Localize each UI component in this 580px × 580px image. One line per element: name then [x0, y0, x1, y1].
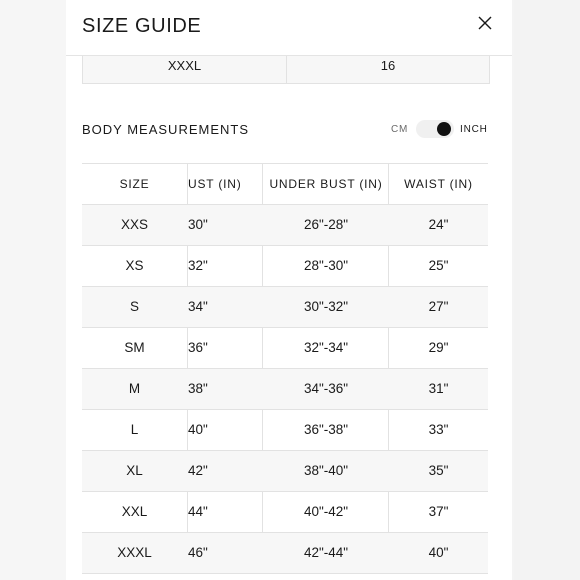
table-cell-under-bust: 30"-32": [303, 299, 349, 314]
table-cell-bust: 40": [188, 422, 208, 437]
column-header-size: SIZE: [119, 177, 150, 191]
column-header-bust: UST (IN): [188, 177, 242, 191]
table-cell-size: SM: [124, 340, 145, 355]
table-cell-bust: 30": [188, 217, 208, 232]
table-cell-value: 16: [380, 58, 396, 73]
table-header-row: [82, 164, 488, 205]
unit-label-inch[interactable]: INCH: [460, 124, 488, 135]
body-measurements-table: [82, 163, 488, 574]
table-cell-bust: 36": [188, 340, 208, 355]
table-row: [82, 492, 488, 533]
column-header-under-bust: UNDER BUST (IN): [269, 177, 383, 191]
background-right: [514, 0, 580, 580]
table-cell-bust: 46": [188, 545, 208, 560]
table-cell-under-bust: 42"-44": [303, 545, 349, 560]
unit-label-cm[interactable]: CM: [391, 124, 409, 135]
size-guide-panel: [66, 0, 512, 580]
table-row: [82, 328, 488, 369]
table-cell-under-bust: 40"-42": [303, 504, 349, 519]
table-row: [82, 533, 488, 574]
switch-knob: [437, 122, 451, 136]
table-cell-size: XXS: [120, 217, 148, 232]
unit-toggle: [391, 118, 491, 140]
table-row: [82, 451, 488, 492]
table-cell-size: S: [129, 299, 139, 314]
page-title: SIZE GUIDE: [82, 15, 202, 37]
table-row: [82, 205, 488, 246]
close-button[interactable]: [474, 12, 496, 34]
table-cell-waist: 25": [428, 258, 449, 273]
table-cell-size: XXXL: [167, 58, 202, 73]
table-cell-waist: 35": [428, 463, 449, 478]
previous-table-row: [82, 56, 490, 84]
table-cell-size: XL: [126, 463, 143, 478]
table-cell-waist: 27": [428, 299, 449, 314]
unit-switch[interactable]: [416, 120, 454, 138]
section-title: BODY MEASUREMENTS: [82, 122, 250, 137]
table-cell-under-bust: 36"-38": [303, 422, 349, 437]
table-cell-waist: 40": [428, 545, 449, 560]
table-cell-size: XS: [125, 258, 144, 273]
table-cell-size: XXXL: [117, 545, 152, 560]
column-header-waist: WAIST (IN): [404, 177, 473, 191]
table-cell-waist: 31": [428, 381, 449, 396]
table-cell-under-bust: 34"-36": [303, 381, 349, 396]
table-cell-bust: 44": [188, 504, 208, 519]
table-cell-under-bust: 28"-30": [303, 258, 349, 273]
close-icon: [474, 12, 496, 34]
table-cell-waist: 37": [428, 504, 449, 519]
table-cell-size: M: [128, 381, 141, 396]
size-guide-header: [66, 0, 512, 56]
table-cell-bust: 38": [188, 381, 208, 396]
table-cell-bust: 42": [188, 463, 208, 478]
table-cell-under-bust: 38"-40": [303, 463, 349, 478]
table-row: [82, 246, 488, 287]
table-cell-under-bust: 32"-34": [303, 340, 349, 355]
table-cell-size: L: [130, 422, 139, 437]
background-left: [0, 0, 66, 580]
table-cell-bust: 34": [188, 299, 208, 314]
table-row: [82, 287, 488, 328]
table-cell-waist: 24": [428, 217, 449, 232]
table-cell-size: XXL: [121, 504, 148, 519]
table-cell-waist: 29": [428, 340, 449, 355]
table-cell-waist: 33": [428, 422, 449, 437]
table-row: [82, 410, 488, 451]
table-cell-under-bust: 26"-28": [303, 217, 349, 232]
table-cell-bust: 32": [188, 258, 208, 273]
table-row: [82, 369, 488, 410]
